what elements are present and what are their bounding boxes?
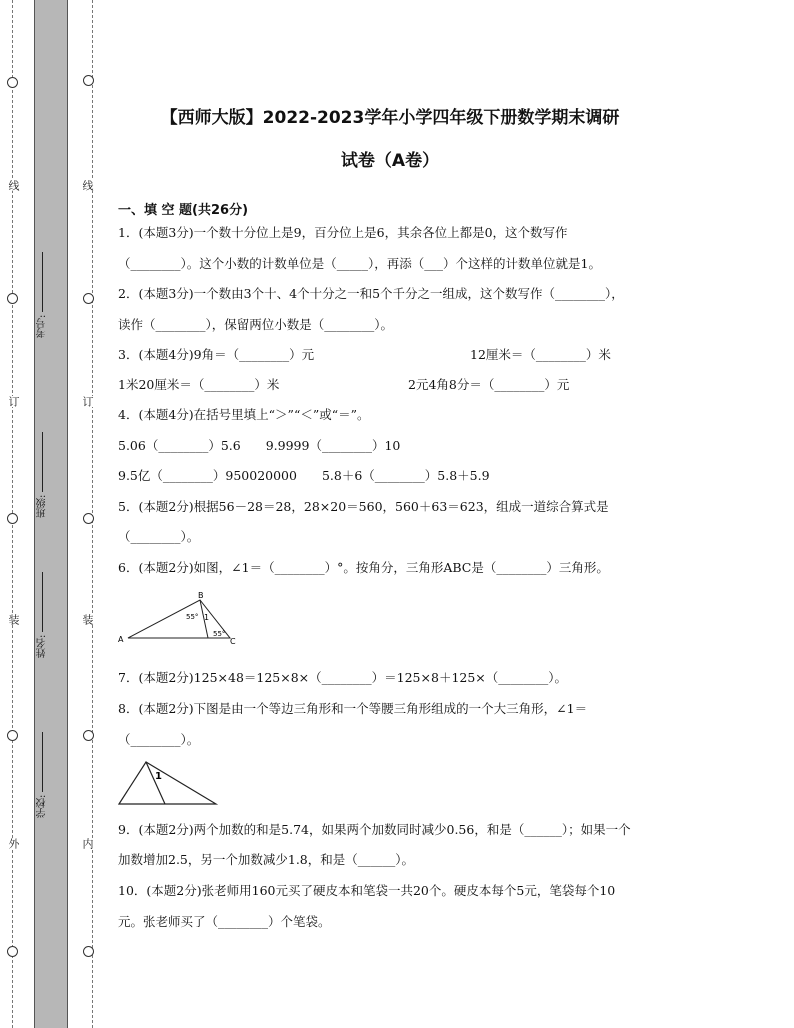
outer-mark-bind: 装 — [7, 614, 20, 625]
question-7-line-1: 7．(本题2分)125×48＝125×8×（________）＝125×8＋125×（________）。 — [118, 670, 568, 685]
inner-mark-line: 线 — [81, 180, 94, 191]
exam-number-label: 考号: — [37, 314, 48, 339]
question-8-line-2: （________）。 — [118, 732, 200, 747]
outer-mark-line: 线 — [7, 180, 20, 191]
binding-hole — [7, 513, 18, 524]
binding-hole — [83, 513, 94, 524]
inner-mark-bind: 装 — [81, 614, 94, 625]
angle-c-label: 55° — [213, 630, 226, 638]
angle-1-label: 1 — [204, 613, 210, 622]
vertex-c-label: C — [230, 637, 236, 646]
question-9-line-1: 9．(本题2分)两个加数的和是5.74，如果两个加数同时减少0.56，和是（______）；如果一个 — [118, 822, 631, 837]
class-field — [35, 420, 67, 530]
vertex-a-label: A — [118, 635, 124, 644]
composite-triangle-figure — [116, 758, 222, 808]
class-label: 班级: — [37, 494, 48, 519]
question-3-item-a: 3．(本题4分)9角＝（________）元 — [118, 347, 315, 362]
exam-title-line2: 试卷（A卷） — [340, 151, 440, 171]
binding-hole — [83, 75, 94, 86]
binding-hole — [83, 730, 94, 741]
question-2-line-2: 读作（________），保留两位小数是（________）。 — [118, 317, 394, 332]
question-6-line-1: 6．(本题2分)如图，∠1＝（________）°。按角分，三角形ABC是（________）三角形。 — [118, 560, 609, 575]
name-label: 姓名: — [37, 634, 48, 659]
question-4-line-1: 4．(本题4分)在括号里填上“＞”“＜”或“＝”。 — [118, 407, 370, 422]
name-field — [35, 560, 67, 670]
binding-hole — [7, 730, 18, 741]
section-heading-fill-blank: 一、填 空 题(共26分) — [118, 203, 249, 218]
binding-hole — [7, 946, 18, 957]
question-10-line-2: 元。张老师买了（________）个笔袋。 — [118, 914, 331, 929]
vertex-b-label: B — [198, 591, 204, 600]
binding-hole — [83, 946, 94, 957]
question-2-line-1: 2．(本题3分)一个数由3个十、4个十分之一和5个千分之一组成，这个数写作（________）， — [118, 286, 624, 301]
question-10-line-1: 10．(本题2分)张老师用160元买了硬皮本和笔袋一共20个。硬皮本每个5元，笔袋每个10 — [118, 883, 616, 898]
student-info-band — [34, 0, 68, 1028]
question-8-line-1: 8．(本题2分)下图是由一个等边三角形和一个等腰三角形组成的一个大三角形，∠1＝ — [118, 701, 588, 716]
inner-mark-order: 订 — [81, 396, 94, 407]
binding-hole — [7, 77, 18, 88]
question-3-item-c: 1米20厘米＝（________）米 — [118, 377, 280, 392]
question-3-item-d: 2元4角8分＝（________）元 — [408, 377, 570, 392]
question-4-line-2: 5.06（________）5.6 9.9999（________）10 — [118, 438, 401, 453]
outer-mark-order: 订 — [7, 396, 20, 407]
triangle-abc-figure — [116, 590, 251, 646]
question-1-line-2: （________）。这个小数的计数单位是（_____），再添（___）个这样的计数单位就是1。 — [118, 256, 601, 271]
outer-mark-outside: 外 — [7, 838, 20, 849]
question-1-line-1: 1．(本题3分)一个数十分位上是9，百分位上是6，其余各位上都是0，这个数写作 — [118, 225, 568, 240]
school-label: 学校: — [37, 794, 48, 819]
question-4-line-3: 9.5亿（________）950020000 5.8＋6（________）5.8＋5.9 — [118, 468, 490, 483]
exam-title-line1: 【西师大版】2022-2023学年小学四年级下册数学期末调研 — [160, 108, 620, 128]
inner-mark-inside: 内 — [81, 838, 94, 849]
question-9-line-2: 加数增加2.5，另一个加数减少1.8，和是（______）。 — [118, 852, 415, 867]
school-field — [35, 720, 67, 830]
question-5-line-1: 5．(本题2分)根据56－28＝28，28×20＝560，560＋63＝623，组成一道综合算式是 — [118, 499, 609, 514]
angle-1-label: 1 — [155, 771, 162, 782]
binding-hole — [7, 293, 18, 304]
question-3-item-b: 12厘米＝（________）米 — [470, 347, 611, 362]
angle-b-label: 55° — [186, 613, 199, 621]
exam-number-field — [35, 240, 67, 350]
binding-hole — [83, 293, 94, 304]
question-5-line-2: （________）。 — [118, 529, 200, 544]
